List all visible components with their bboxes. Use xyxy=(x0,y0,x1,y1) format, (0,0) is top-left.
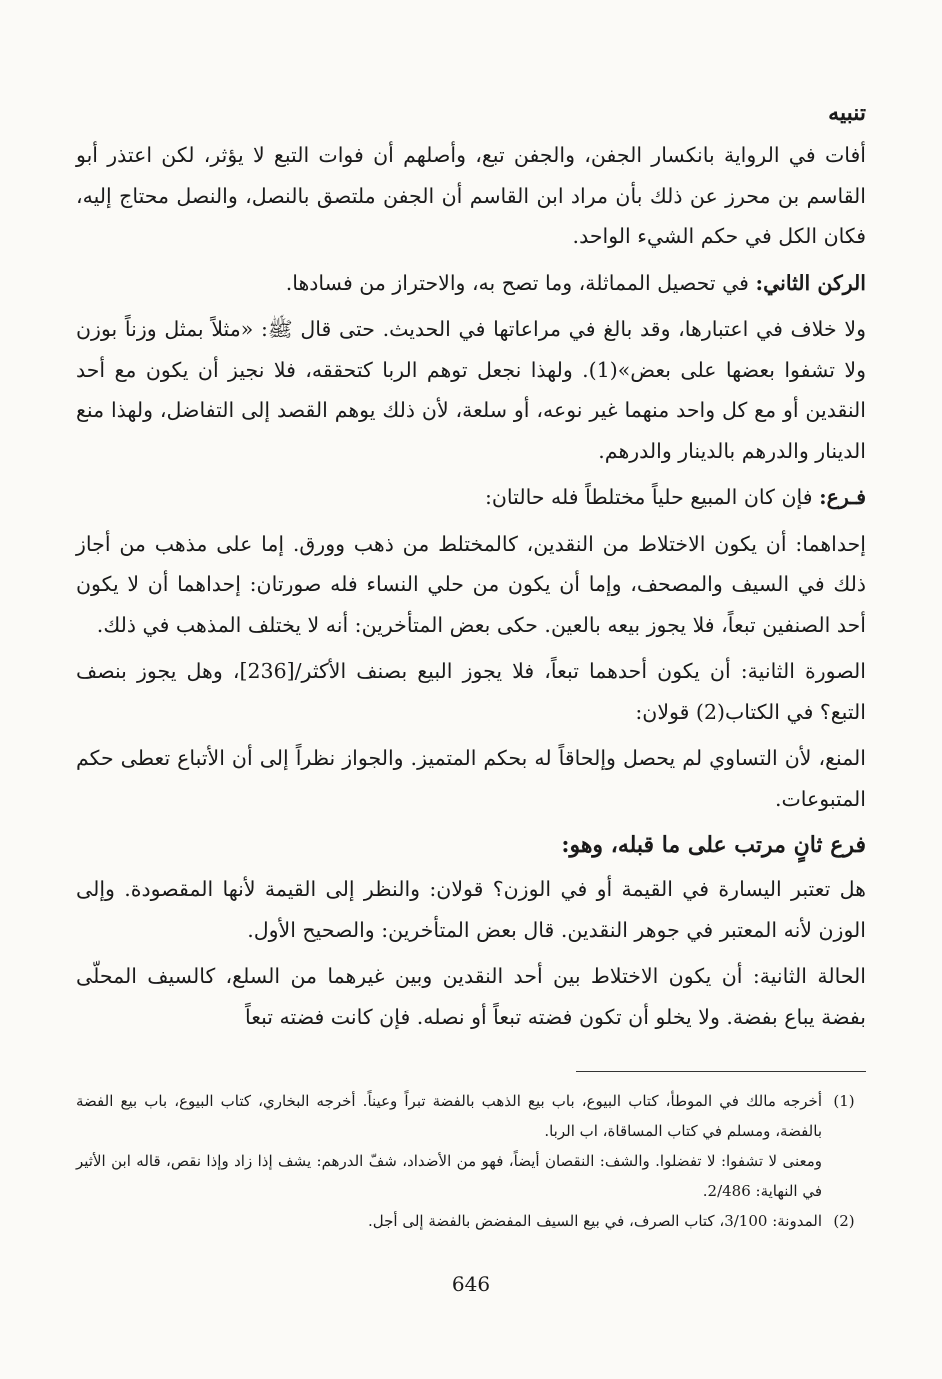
paragraph-2-text: في تحصيل المماثلة، وما تصح به، والاحتراز من فسادها. xyxy=(285,270,756,295)
footnote-divider xyxy=(576,1071,866,1072)
paragraph-1: أفات في الرواية بانكسار الجفن، والجفن تبع، وأصلهم أن فوات التبع لا يؤثر، لكن اعتذر أبو القاسم بن محرز عن ذلك بأن مراد ابن القاسم أن الجفن ملتصق بالنصل، والنصل محتاج إليه، فكان الكل في حكم الشيء الواحد. xyxy=(76,143,866,248)
page-number: 646 xyxy=(451,1272,491,1296)
footnote-1-text: أخرجه مالك في الموطأ، كتاب البيوع، باب بيع الذهب بالفضة تبراً وعيناً. أخرجه البخاري، كتاب البيوع، باب بيع الفضة بالفضة، ومسلم في كتاب المساقاة، اب الربا. xyxy=(76,1092,822,1140)
paragraph-4 xyxy=(76,477,866,518)
paragraph-4-lead: فـرع: xyxy=(819,485,866,509)
footnote-2 xyxy=(76,1206,866,1236)
footnote-1-continuation: ومعنى لا تشفوا: لا تفضلوا. والشف: النقصان أيضاً، فهو من الأضداد، شفّ الدرهم: يشف إذا زاد وإذا نقص، قاله ابن الأثير في النهاية: 2/486. xyxy=(76,1152,822,1200)
paragraph-2 xyxy=(76,263,866,304)
paragraph-4-text: فإن كان المبيع حلياً مختلطاً فله حالتان: xyxy=(484,485,820,509)
paragraph-7: المنع، لأن التساوي لم يحصل وإلحاقاً له بحكم المتميز. والجواز نظراً إلى أن الأتباع تعطى حكم المتبوعات. xyxy=(76,746,866,811)
paragraph-8: هل تعتبر اليسارة في القيمة أو في الوزن؟ قولان: والنظر إلى القيمة لأنها المقصودة. وإلى الوزن لأنه المعتبر في جوهر النقدين. قال بعض المتأخرين: والصحيح الأول. xyxy=(76,877,866,942)
paragraph-5: إحداهما: أن يكون الاختلاط من النقدين، كالمختلط من ذهب وورق. إما على مذهب من أجاز ذلك في السيف والمصحف، وإما أن يكون من حلي النساء فله صورتان: إحداهما أن لا يكون أحد الصنفين تبعاً، فلا يجوز بيعه بالعين. حكى بعض المتأخرين: أنه لا يختلف المذهب في ذلك. xyxy=(76,531,866,637)
section-heading: تنبيه xyxy=(828,100,866,126)
footnote-2-number: (2) xyxy=(833,1212,855,1230)
footnote-2-text: المدونة: 3/100، كتاب الصرف، في بيع السيف المفضض بالفضة إلى أجل. xyxy=(367,1212,822,1230)
footnote-1 xyxy=(76,1086,866,1146)
paragraph-6: الصورة الثانية: أن يكون أحدهما تبعاً، فلا يجوز البيع بصنف الأكثر/[236]، وهل يجوز بنصف التبع؟ في الكتاب(2) قولان: xyxy=(76,659,866,724)
footnote-1-number: (1) xyxy=(833,1092,855,1110)
paragraph-2-lead: الركن الثاني: xyxy=(755,270,866,295)
subsection-heading: فرع ثانٍ مرتب على ما قبله، وهو: xyxy=(561,832,866,858)
paragraph-3: ولا خلاف في اعتبارها، وقد بالغ في مراعاتها في الحديث. حتى قال ﷺ: «مثلاً بمثل وزناً بوزن ولا تشفوا بعضها على بعض»(1). ولهذا نجعل توهم الربا كتحققه، فلا نجيز أن يكون مع أحد النقدين أو مع كل واحد منهما غير نوعه، أو سلعة، لأن ذلك يوهم القصد إلى التفاضل، ولهذا منع الدينار والدرهم بالدينار والدرهم. xyxy=(76,317,866,463)
paragraph-9: الحالة الثانية: أن يكون الاختلاط بين أحد النقدين وبين غيرهما من السلع، كالسيف المحلّى بفضة يباع بفضة. ولا يخلو أن تكون فضته تبعاً أو نصله. فإن كانت فضته تبعاً xyxy=(76,964,866,1029)
